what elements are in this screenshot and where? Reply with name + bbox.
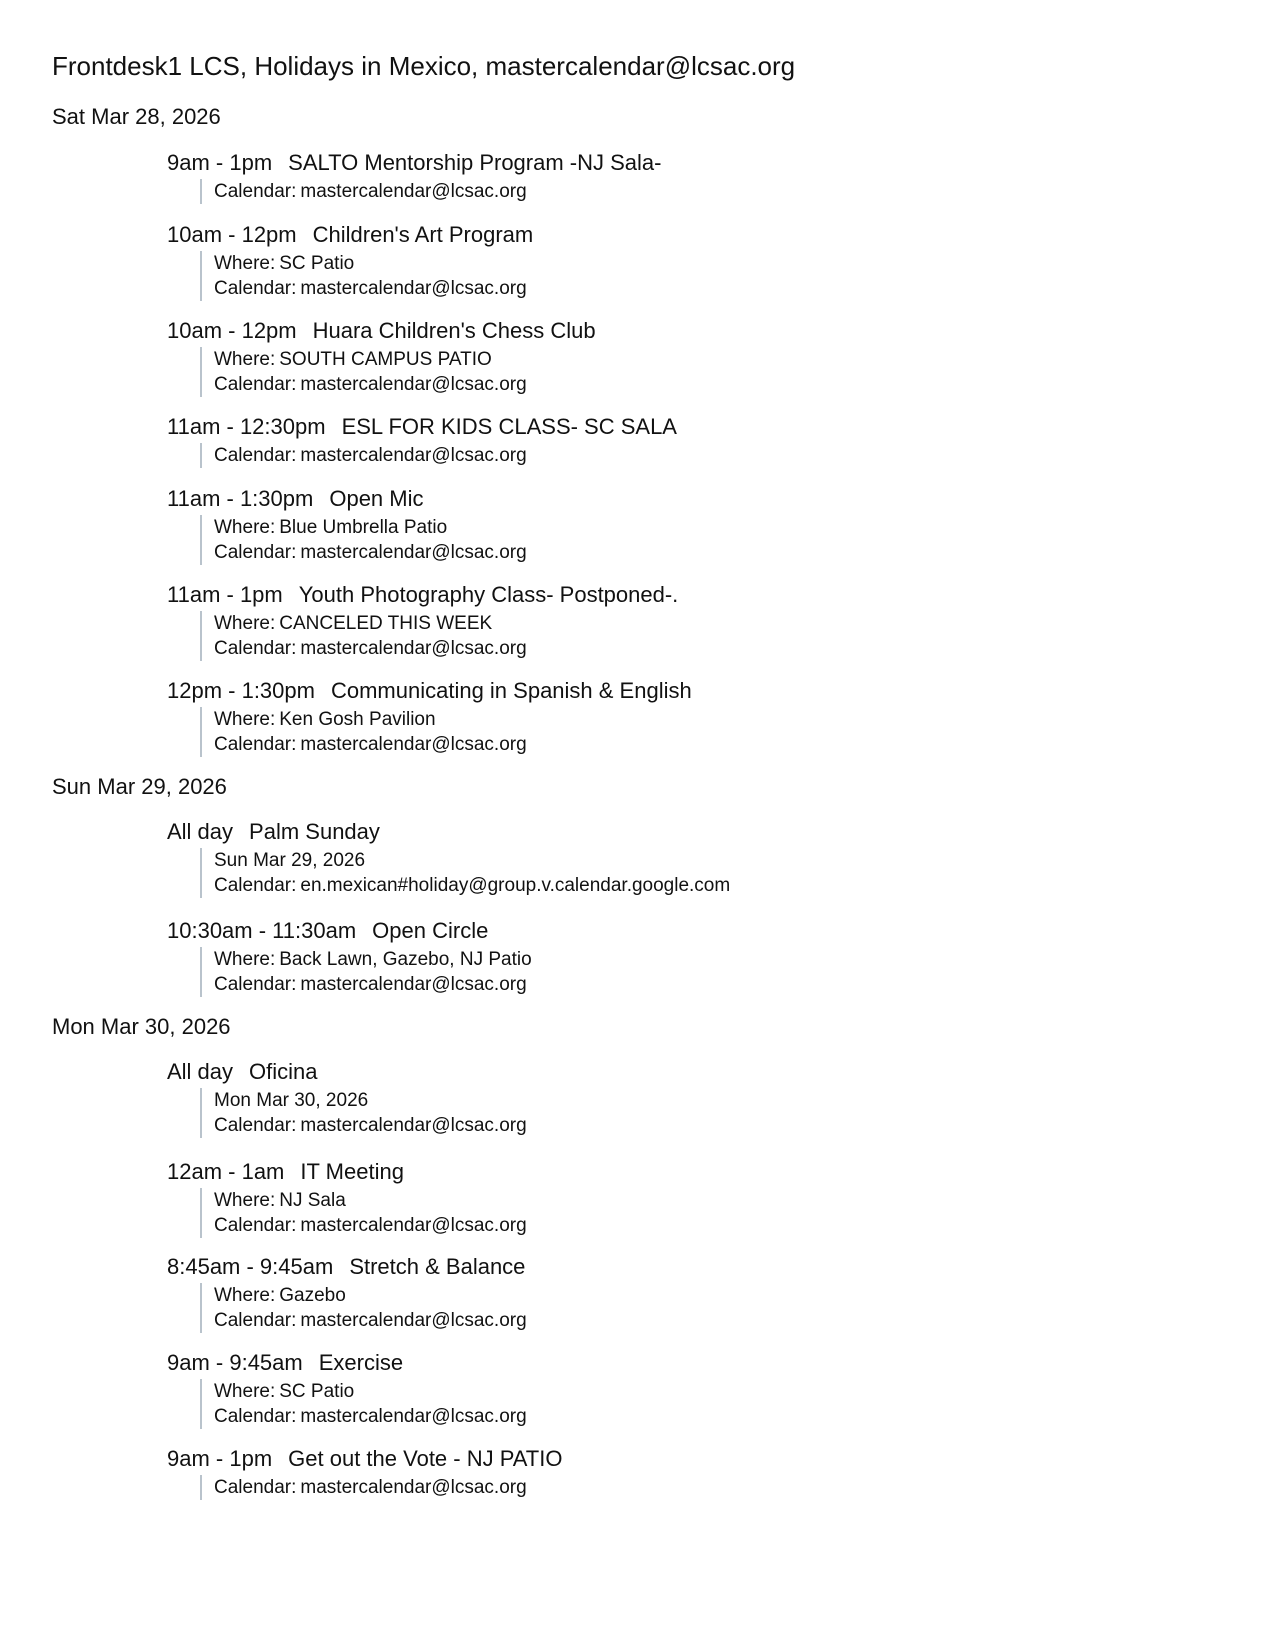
event-header <box>167 486 527 512</box>
event-title: ESL FOR KIDS CLASS- SC SALA <box>341 414 677 439</box>
event-calendar <box>214 1213 527 1238</box>
event-item <box>167 486 527 565</box>
event-time: 10am - 12pm <box>167 222 297 247</box>
event-calendar <box>214 1475 562 1500</box>
event-details <box>200 179 661 204</box>
event-time: All day <box>167 819 234 844</box>
where-label: Where: <box>214 253 276 274</box>
day-heading: Sat Mar 28, 2026 <box>52 104 221 129</box>
event-details <box>200 611 678 661</box>
event-time: 9am - 1pm <box>167 1446 273 1471</box>
where-label: Where: <box>214 949 276 970</box>
calendar-value: mastercalendar@lcsac.org <box>300 278 527 299</box>
event-calendar <box>214 732 692 757</box>
event-title: SALTO Mentorship Program -NJ Sala- <box>288 150 662 175</box>
event-time: 10:30am - 11:30am <box>167 918 357 943</box>
event-header <box>167 150 661 176</box>
event-details <box>200 1283 527 1333</box>
event-header <box>167 582 678 608</box>
event-calendar <box>214 540 527 565</box>
event-title: Children's Art Program <box>312 222 534 247</box>
event-calendar <box>214 1113 527 1138</box>
event-details <box>200 515 527 565</box>
event-header <box>167 1446 562 1472</box>
calendar-label: Calendar: <box>214 542 297 563</box>
where-value: CANCELED THIS WEEK <box>279 613 493 634</box>
event-time: 11am - 1:30pm <box>167 486 314 511</box>
where-value: Back Lawn, Gazebo, NJ Patio <box>279 949 532 970</box>
event-calendar <box>214 873 730 898</box>
event-header <box>167 1350 527 1376</box>
event-time: 11am - 1pm <box>167 582 283 607</box>
event-where <box>214 347 596 372</box>
calendar-label: Calendar: <box>214 1215 297 1236</box>
event-calendar <box>214 972 532 997</box>
event-where <box>214 707 692 732</box>
event-header <box>167 222 533 248</box>
calendar-label: Calendar: <box>214 875 297 896</box>
event-title: Open Mic <box>329 486 424 511</box>
calendar-label: Calendar: <box>214 1406 297 1427</box>
calendar-value: mastercalendar@lcsac.org <box>300 1477 527 1498</box>
event-details <box>200 707 692 757</box>
event-details <box>200 443 677 468</box>
where-value: Gazebo <box>279 1285 346 1306</box>
calendar-value: mastercalendar@lcsac.org <box>300 974 527 995</box>
event-time: 12pm - 1:30pm <box>167 678 315 703</box>
where-value: SC Patio <box>279 1381 355 1402</box>
event-header <box>167 1254 527 1280</box>
calendar-label: Calendar: <box>214 638 297 659</box>
event-title: Communicating in Spanish & English <box>330 678 692 703</box>
event-title: Open Circle <box>372 918 489 943</box>
event-item <box>167 414 677 468</box>
where-label: Where: <box>214 517 276 538</box>
calendar-label: Calendar: <box>214 974 297 995</box>
event-where <box>214 515 527 540</box>
where-label: Where: <box>214 1381 276 1402</box>
calendar-value: mastercalendar@lcsac.org <box>300 1215 527 1236</box>
event-details <box>200 1379 527 1429</box>
event-details <box>200 347 596 397</box>
event-header <box>167 414 677 440</box>
calendar-label: Calendar: <box>214 1310 297 1331</box>
event-where <box>214 1188 527 1213</box>
event-time: 9am - 1pm <box>167 150 273 175</box>
event-where <box>214 1283 527 1308</box>
event-time: 12am - 1am <box>167 1159 285 1184</box>
where-value: SC Patio <box>279 253 355 274</box>
event-header <box>167 819 730 845</box>
calendar-value: mastercalendar@lcsac.org <box>300 1310 527 1331</box>
event-calendar <box>214 276 533 301</box>
event-title: Stretch & Balance <box>349 1254 526 1279</box>
calendar-label: Calendar: <box>214 374 297 395</box>
event-item <box>167 1254 527 1333</box>
day-heading: Mon Mar 30, 2026 <box>52 1014 231 1039</box>
event-calendar <box>214 1308 527 1333</box>
day-heading: Sun Mar 29, 2026 <box>52 774 227 799</box>
event-details <box>200 251 533 301</box>
event-where <box>214 1379 527 1404</box>
event-date-line: Mon Mar 30, 2026 <box>214 1090 369 1111</box>
event-item <box>167 819 730 898</box>
calendar-label: Calendar: <box>214 181 297 202</box>
event-item <box>167 678 692 757</box>
event-header <box>167 678 692 704</box>
event-header <box>167 1159 527 1185</box>
event-item <box>167 582 678 661</box>
calendar-value: mastercalendar@lcsac.org <box>300 734 527 755</box>
event-title: Get out the Vote - NJ PATIO <box>288 1446 563 1471</box>
event-item <box>167 1059 527 1138</box>
event-details <box>200 947 532 997</box>
event-where <box>214 947 532 972</box>
calendar-value: mastercalendar@lcsac.org <box>300 638 527 659</box>
event-details <box>200 1475 562 1500</box>
where-label: Where: <box>214 349 276 370</box>
calendar-value: mastercalendar@lcsac.org <box>300 542 527 563</box>
event-where <box>214 611 678 636</box>
event-item <box>167 1159 527 1238</box>
event-calendar <box>214 1404 527 1429</box>
event-details <box>200 1188 527 1238</box>
calendar-value: mastercalendar@lcsac.org <box>300 445 527 466</box>
event-title: Exercise <box>318 1350 404 1375</box>
event-time: 8:45am - 9:45am <box>167 1254 334 1279</box>
calendar-value: mastercalendar@lcsac.org <box>300 181 527 202</box>
calendar-value: mastercalendar@lcsac.org <box>300 1115 527 1136</box>
event-item <box>167 1350 527 1429</box>
where-label: Where: <box>214 1285 276 1306</box>
event-title: Huara Children's Chess Club <box>312 318 596 343</box>
event-item <box>167 1446 562 1500</box>
event-item <box>167 222 533 301</box>
event-time: 11am - 12:30pm <box>167 414 326 439</box>
calendar-value: mastercalendar@lcsac.org <box>300 1406 527 1427</box>
where-label: Where: <box>214 709 276 730</box>
event-header <box>167 918 532 944</box>
event-details <box>200 848 730 898</box>
event-item <box>167 918 532 997</box>
event-header <box>167 318 596 344</box>
event-title: Oficina <box>249 1059 318 1084</box>
event-header <box>167 1059 527 1085</box>
where-label: Where: <box>214 1190 276 1211</box>
calendar-label: Calendar: <box>214 278 297 299</box>
event-title: Palm Sunday <box>249 819 380 844</box>
where-value: SOUTH CAMPUS PATIO <box>279 349 492 370</box>
calendar-label: Calendar: <box>214 1115 297 1136</box>
event-calendar <box>214 636 678 661</box>
event-calendar <box>214 372 596 397</box>
event-calendar <box>214 443 677 468</box>
event-title: IT Meeting <box>300 1159 404 1184</box>
where-value: NJ Sala <box>279 1190 346 1211</box>
calendar-value: en.mexican#holiday@group.v.calendar.google.com <box>300 875 731 896</box>
event-details <box>200 1088 527 1138</box>
event-date-line: Sun Mar 29, 2026 <box>214 850 366 871</box>
event-time: 9am - 9:45am <box>167 1350 303 1375</box>
event-item <box>167 150 661 204</box>
where-value: Ken Gosh Pavilion <box>279 709 436 730</box>
where-value: Blue Umbrella Patio <box>279 517 448 538</box>
event-item <box>167 318 596 397</box>
calendar-label: Calendar: <box>214 1477 297 1498</box>
where-label: Where: <box>214 613 276 634</box>
event-time: All day <box>167 1059 234 1084</box>
event-calendar <box>214 179 661 204</box>
calendar-label: Calendar: <box>214 445 297 466</box>
calendar-label: Calendar: <box>214 734 297 755</box>
event-time: 10am - 12pm <box>167 318 297 343</box>
event-title: Youth Photography Class- Postponed-. <box>298 582 679 607</box>
event-where <box>214 251 533 276</box>
page-title: Frontdesk1 LCS, Holidays in Mexico, mastercalendar@lcsac.org <box>52 51 796 81</box>
calendar-value: mastercalendar@lcsac.org <box>300 374 527 395</box>
